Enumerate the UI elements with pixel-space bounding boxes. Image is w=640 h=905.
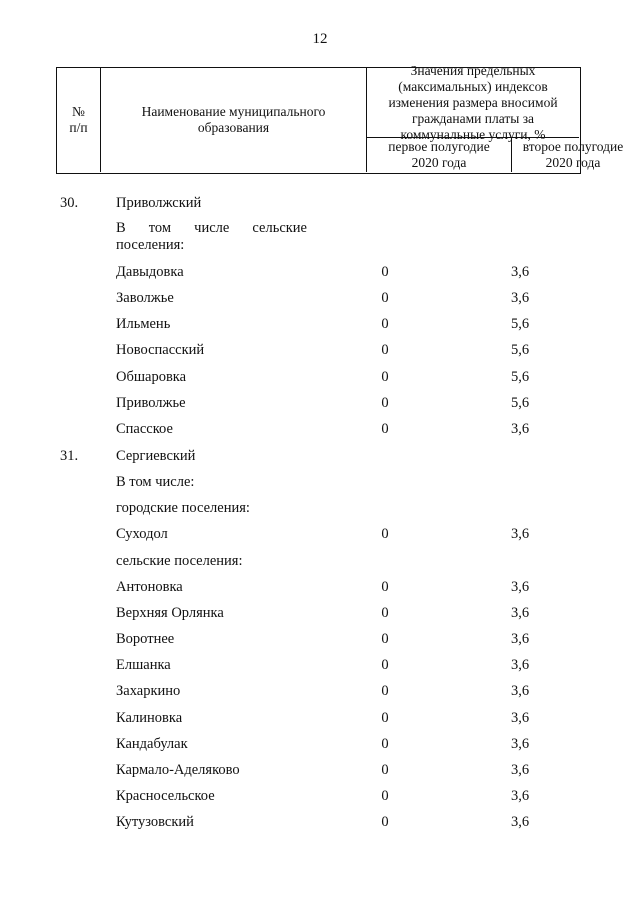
row-first-half-value: 0 [381, 788, 389, 804]
header-second-half-line2: 2020 года [545, 155, 601, 170]
table-row [0, 290, 640, 312]
row-name: Суходол [116, 526, 168, 542]
table-row [0, 448, 640, 470]
row-name: Приволжский [116, 195, 202, 211]
table-row [0, 395, 640, 417]
row-first-half-value: 0 [381, 395, 389, 411]
table-row [0, 736, 640, 758]
row-name: Заволжье [116, 290, 174, 306]
header-values-group [367, 62, 579, 142]
page-number: 12 [312, 31, 328, 47]
row-second-half-value: 3,6 [510, 683, 530, 699]
table-row [0, 710, 640, 732]
row-first-half-value: 0 [381, 526, 389, 542]
row-name: Елшанка [116, 657, 171, 673]
row-first-half-value: 0 [381, 316, 389, 332]
including-word-4: сельские [252, 220, 307, 236]
row-second-half-value: 5,6 [510, 395, 530, 411]
row-number: 31. [60, 448, 79, 464]
header-name-label: Наименование муниципального образования [141, 104, 326, 135]
row-name: Новоспасский [116, 342, 205, 358]
table-row [0, 579, 640, 601]
row-name: Давыдовка [116, 264, 184, 280]
table-row [0, 369, 640, 391]
row-name: Верхняя Орлянка [116, 605, 224, 621]
header-values-label: Значения предельных (максимальных) индексов изменения размера вносимой гражданами платы за коммунальные услуги, % [388, 62, 558, 142]
row-first-half-value: 0 [381, 605, 389, 621]
table-row [0, 342, 640, 364]
including-word-1: В [116, 220, 126, 236]
row-name: сельские поселения: [116, 553, 243, 569]
row-second-half-value: 3,6 [510, 421, 530, 437]
row-name: Калиновка [116, 710, 183, 726]
header-first-half-line1: первое полугодие [388, 139, 490, 154]
row-name: Кутузовский [116, 814, 194, 830]
row-second-half-value: 3,6 [510, 710, 530, 726]
row-second-half-value: 3,6 [510, 736, 530, 752]
table-row [0, 605, 640, 627]
row-name: Приволжье [116, 395, 186, 411]
header-first-half-line2: 2020 года [411, 155, 467, 170]
row-name: Антоновка [116, 579, 183, 595]
header-number-column [57, 68, 101, 172]
including-rural-heading-line2: поселения: [116, 237, 185, 253]
table-row [0, 264, 640, 286]
table-row [0, 316, 640, 338]
header-name-column [101, 68, 367, 172]
table-row [0, 788, 640, 810]
row-second-half-value: 5,6 [510, 342, 530, 358]
row-first-half-value: 0 [381, 710, 389, 726]
including-word-3: числе [194, 220, 230, 236]
row-first-half-value: 0 [381, 736, 389, 752]
header-first-half [367, 138, 512, 172]
row-name: Кармало-Аделяково [116, 762, 240, 778]
row-first-half-value: 0 [381, 657, 389, 673]
row-second-half-value: 5,6 [510, 369, 530, 385]
including-rural-heading [116, 220, 307, 237]
row-first-half-value: 0 [381, 683, 389, 699]
header-second-half [512, 138, 634, 172]
row-name: Захаркино [116, 683, 181, 699]
row-first-half-value: 0 [381, 579, 389, 595]
row-name: Спасское [116, 421, 173, 437]
row-second-half-value: 3,6 [510, 657, 530, 673]
row-second-half-value: 3,6 [510, 290, 530, 306]
row-name: Ильмень [116, 316, 171, 332]
row-second-half-value: 5,6 [510, 316, 530, 332]
table-row [0, 195, 640, 217]
row-second-half-value: 3,6 [510, 526, 530, 542]
row-first-half-value: 0 [381, 762, 389, 778]
including-word-2: том [148, 220, 172, 236]
table-row [0, 657, 640, 679]
table-row [0, 814, 640, 836]
row-name: Сергиевский [116, 448, 196, 464]
table-row [0, 631, 640, 653]
row-first-half-value: 0 [381, 342, 389, 358]
table-row [0, 500, 640, 522]
row-first-half-value: 0 [381, 264, 389, 280]
table-row [0, 474, 640, 496]
row-name: Обшаровка [116, 369, 187, 385]
row-first-half-value: 0 [381, 290, 389, 306]
row-first-half-value: 0 [381, 369, 389, 385]
row-name: Кандабулак [116, 736, 188, 752]
table-row [0, 526, 640, 548]
row-first-half-value: 0 [381, 814, 389, 830]
row-second-half-value: 3,6 [510, 814, 530, 830]
row-name: В том числе: [116, 474, 195, 490]
header-second-half-line1: второе полугодие [522, 139, 624, 154]
header-number-label: № п/п [69, 104, 88, 135]
row-first-half-value: 0 [381, 421, 389, 437]
table-row [0, 762, 640, 784]
row-second-half-value: 3,6 [510, 605, 530, 621]
table-header [56, 62, 624, 174]
row-first-half-value: 0 [381, 631, 389, 647]
row-second-half-value: 3,6 [510, 264, 530, 280]
row-second-half-value: 3,6 [510, 631, 530, 647]
row-second-half-value: 3,6 [510, 762, 530, 778]
table-row [0, 421, 640, 443]
row-name: Воротнее [116, 631, 175, 647]
table-row [0, 553, 640, 575]
row-name: Красносельское [116, 788, 215, 804]
row-number: 30. [60, 195, 79, 211]
row-second-half-value: 3,6 [510, 788, 530, 804]
row-second-half-value: 3,6 [510, 579, 530, 595]
row-name: городские поселения: [116, 500, 250, 516]
table-row [0, 683, 640, 705]
